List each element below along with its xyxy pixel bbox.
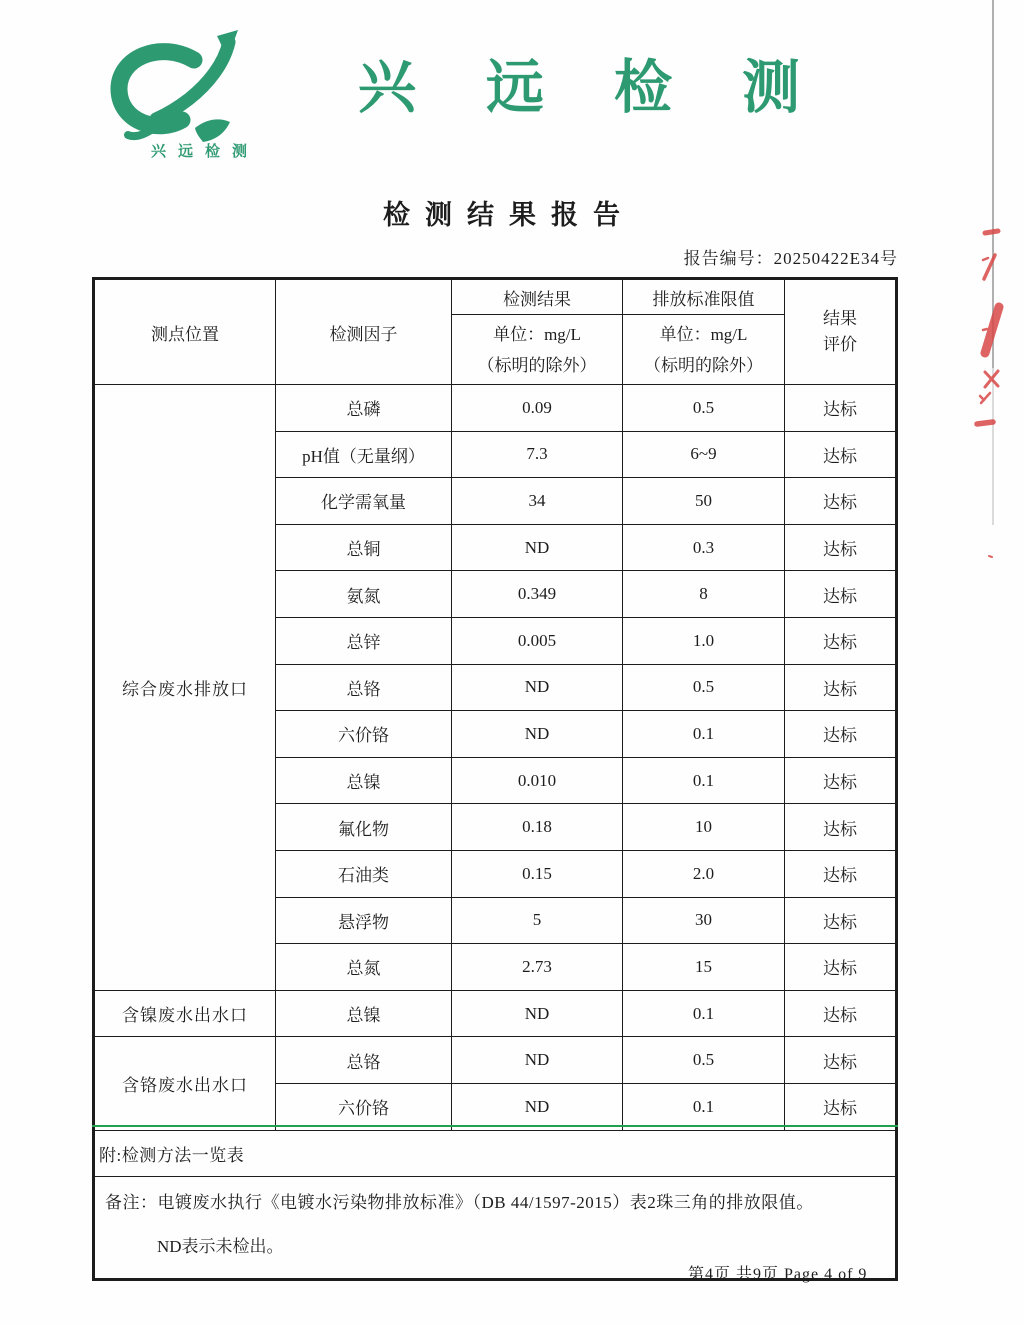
location-cell: 综合废水排放口 <box>94 385 276 991</box>
result-cell: ND <box>452 1083 623 1130</box>
limit-cell: 0.1 <box>623 757 785 804</box>
result-cell: 2.73 <box>452 944 623 991</box>
remark-line2: ND表示未检出。 <box>157 1237 284 1257</box>
header-evaluation <box>785 279 897 385</box>
header-result: 检测结果 <box>452 279 623 315</box>
table-row <box>94 1037 897 1084</box>
factor-cell: 总铬 <box>276 1037 452 1084</box>
evaluation-cell: 达标 <box>785 1037 897 1084</box>
factor-cell: 石油类 <box>276 850 452 897</box>
evaluation-cell: 达标 <box>785 617 897 664</box>
evaluation-cell: 达标 <box>785 385 897 432</box>
header-limit-unit <box>623 315 785 385</box>
result-cell: ND <box>452 711 623 758</box>
header-evaluation-line2: 评价 <box>823 335 857 354</box>
table-row <box>94 385 897 432</box>
evaluation-cell: 达标 <box>785 990 897 1037</box>
limit-cell: 8 <box>623 571 785 618</box>
factor-cell: 总氮 <box>276 944 452 991</box>
results-table <box>92 277 898 1281</box>
attachment-row <box>94 1130 897 1177</box>
evaluation-cell: 达标 <box>785 524 897 571</box>
scan-artifact-green-line <box>92 1125 898 1127</box>
factor-cell: 总铬 <box>276 664 452 711</box>
header-limit: 排放标准限值 <box>623 279 785 315</box>
report-number: 报告编号：20250422E34号 <box>683 249 898 268</box>
remark-line1 <box>105 1190 887 1216</box>
table-header <box>94 279 897 385</box>
limit-cell: 0.5 <box>623 664 785 711</box>
header-result-unit <box>452 315 623 385</box>
report-title: 检测结果报告 <box>383 200 635 230</box>
result-cell: ND <box>452 664 623 711</box>
limit-cell: 0.5 <box>623 1037 785 1084</box>
evaluation-cell: 达标 <box>785 711 897 758</box>
limit-cell: 10 <box>623 804 785 851</box>
result-cell: ND <box>452 990 623 1037</box>
result-cell: 0.15 <box>452 850 623 897</box>
result-cell: 5 <box>452 897 623 944</box>
factor-cell: 六价铬 <box>276 711 452 758</box>
factor-cell: 六价铬 <box>276 1083 452 1130</box>
evaluation-cell: 达标 <box>785 478 897 525</box>
limit-cell: 0.1 <box>623 711 785 758</box>
header-location: 测点位置 <box>94 279 276 385</box>
limit-cell: 6~9 <box>623 431 785 478</box>
limit-cell: 2.0 <box>623 850 785 897</box>
unit-line2: （标明的除外） <box>477 355 597 375</box>
evaluation-cell: 达标 <box>785 664 897 711</box>
seal-fragments-icon <box>977 231 999 557</box>
unit-line1: 单位：mg/L <box>659 324 748 344</box>
result-cell: 0.18 <box>452 804 623 851</box>
table-body <box>94 385 897 1131</box>
limit-cell: 0.1 <box>623 990 785 1037</box>
result-cell: 0.349 <box>452 571 623 618</box>
table-row <box>94 990 897 1037</box>
factor-cell: 总镍 <box>276 757 452 804</box>
remark-text: 电镀废水执行《电镀水污染物排放标准》（DB 44/1597-2015）表2珠三角的排放限值。 <box>157 1193 814 1213</box>
limit-cell: 0.1 <box>623 1083 785 1130</box>
evaluation-cell: 达标 <box>785 431 897 478</box>
brand-title: 兴远检测 <box>358 55 871 120</box>
result-cell: 0.010 <box>452 757 623 804</box>
factor-cell: pH值（无量纲） <box>276 431 452 478</box>
evaluation-cell: 达标 <box>785 571 897 618</box>
unit-line1: 单位：mg/L <box>493 324 581 344</box>
factor-cell: 总铜 <box>276 524 452 571</box>
company-logo-icon <box>98 30 298 142</box>
page-indicator: 第4页 共9页 Page 4 of 9 <box>688 1266 868 1283</box>
limit-cell: 0.5 <box>623 385 785 432</box>
factor-cell: 总锌 <box>276 617 452 664</box>
limit-cell: 15 <box>623 944 785 991</box>
header-factor: 检测因子 <box>276 279 452 385</box>
evaluation-cell: 达标 <box>785 944 897 991</box>
result-cell: 0.09 <box>452 385 623 432</box>
result-cell: 7.3 <box>452 431 623 478</box>
location-cell: 含铬废水出水口 <box>94 1037 276 1130</box>
evaluation-cell: 达标 <box>785 1083 897 1130</box>
factor-cell: 总镍 <box>276 990 452 1037</box>
evaluation-cell: 达标 <box>785 897 897 944</box>
evaluation-cell: 达标 <box>785 850 897 897</box>
factor-cell: 总磷 <box>276 385 452 432</box>
limit-cell: 1.0 <box>623 617 785 664</box>
evaluation-cell: 达标 <box>785 804 897 851</box>
factor-cell: 化学需氧量 <box>276 478 452 525</box>
attachment-note: 附:检测方法一览表 <box>94 1130 897 1177</box>
result-cell: 0.005 <box>452 617 623 664</box>
unit-line2: （标明的除外） <box>644 355 763 375</box>
logo-caption: 兴远检测 <box>150 144 259 160</box>
location-cell: 含镍废水出水口 <box>94 990 276 1037</box>
table-notes <box>94 1130 897 1280</box>
result-cell: ND <box>452 524 623 571</box>
result-cell: 34 <box>452 478 623 525</box>
factor-cell: 氨氮 <box>276 571 452 618</box>
limit-cell: 0.3 <box>623 524 785 571</box>
limit-cell: 50 <box>623 478 785 525</box>
evaluation-cell: 达标 <box>785 757 897 804</box>
factor-cell: 氟化物 <box>276 804 452 851</box>
limit-cell: 30 <box>623 897 785 944</box>
remark-label: 备注： <box>105 1193 158 1213</box>
header-evaluation-line1: 结果 <box>823 309 857 328</box>
factor-cell: 悬浮物 <box>276 897 452 944</box>
result-cell: ND <box>452 1037 623 1084</box>
